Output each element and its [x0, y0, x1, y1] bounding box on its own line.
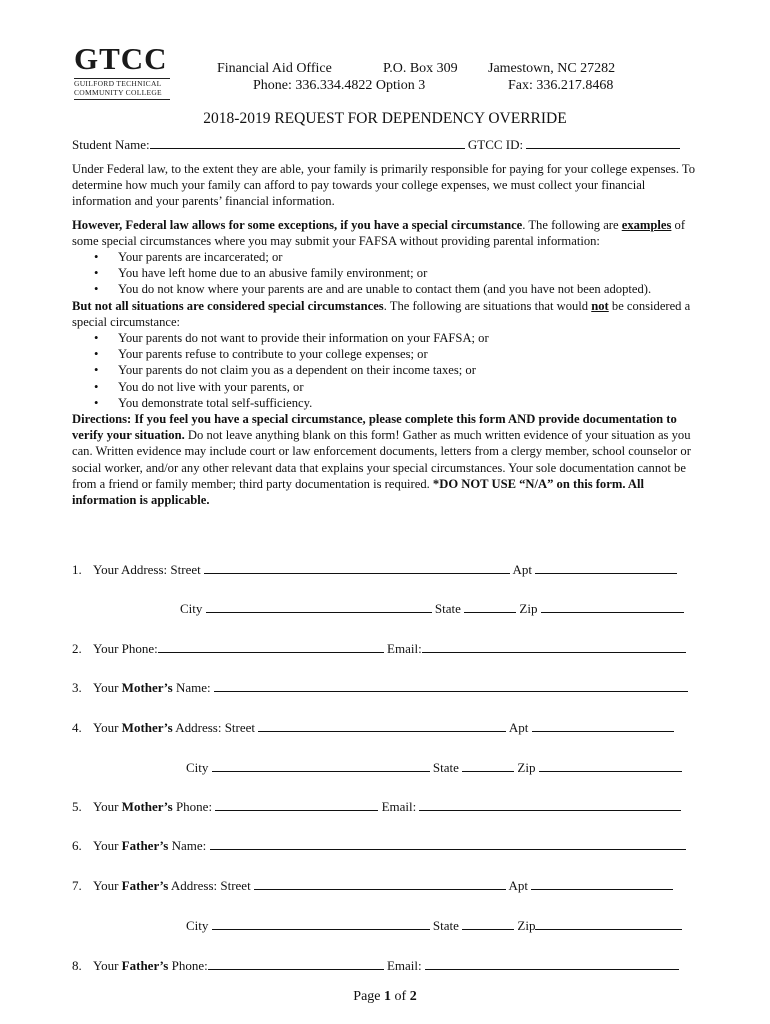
- q4-number: 4.: [72, 720, 82, 735]
- q8-label-b: Father’s: [121, 958, 169, 973]
- your-phone-field[interactable]: [158, 640, 384, 653]
- q8-number: 8.: [72, 958, 82, 973]
- instructions: [72, 161, 696, 508]
- zip-label: Zip: [517, 760, 536, 775]
- student-name-field[interactable]: [150, 136, 465, 149]
- mother-street-field[interactable]: [258, 719, 506, 732]
- email-label: Email:: [381, 799, 417, 814]
- not-word: not: [591, 298, 609, 313]
- apt-label: Apt: [508, 720, 529, 735]
- exceptions-text-2: of some special circumstances where you may submit your FAFSA without providing parental information:: [72, 217, 686, 248]
- list-item-text: You have left home due to an abusive family environment; or: [118, 266, 428, 281]
- list-item: [94, 249, 696, 265]
- bullet: •: [94, 363, 99, 378]
- q2-number: 2.: [72, 641, 82, 656]
- q3-row: [72, 679, 688, 696]
- email-label: Email:: [386, 958, 422, 973]
- logo-rule-bottom: [74, 99, 170, 100]
- zip-label: Zip: [519, 601, 538, 616]
- not-all-text-1: . The following are situations that would: [383, 298, 592, 313]
- q4-label-a: Your: [93, 720, 122, 735]
- header-pobox: P.O. Box 309: [383, 61, 458, 76]
- page-current: 1: [384, 989, 392, 1004]
- not-all-bold: But not all situations are considered special circumstances: [72, 298, 384, 313]
- q2-label: Your Phone:: [93, 641, 158, 656]
- father-zip-field[interactable]: [535, 917, 682, 930]
- list-item: [94, 395, 696, 411]
- list-item-text: You do not live with your parents, or: [118, 379, 304, 394]
- mother-state-field[interactable]: [462, 759, 514, 772]
- list-item: [94, 346, 696, 362]
- bullet: •: [94, 347, 99, 362]
- gtcc-logo: [74, 41, 170, 100]
- logo-line-2: COMMUNITY COLLEGE: [74, 88, 162, 97]
- father-apt-field[interactable]: [531, 877, 673, 890]
- city-label: City: [186, 918, 209, 933]
- city-label: City: [180, 601, 203, 616]
- state-label: State: [432, 760, 459, 775]
- father-phone-field[interactable]: [208, 957, 384, 970]
- q6-label-a: Your: [93, 838, 122, 853]
- list-item-text: Your parents do not claim you as a dependent on their income taxes; or: [118, 363, 476, 378]
- apt-label: Apt: [508, 878, 528, 893]
- q6-row: [72, 837, 686, 854]
- state-label: State: [432, 918, 459, 933]
- q4-label-c: Address: Street: [172, 720, 256, 735]
- not-all-paragraph: [72, 298, 696, 330]
- mother-apt-field[interactable]: [532, 719, 674, 732]
- q1-label: Your Address: Street: [93, 562, 201, 577]
- your-state-field[interactable]: [464, 600, 516, 613]
- q8-label-c: Phone:: [168, 958, 208, 973]
- mother-city-field[interactable]: [212, 759, 430, 772]
- bullet: •: [94, 282, 99, 297]
- mother-email-field[interactable]: [419, 798, 681, 811]
- q6-label-c: Name:: [168, 838, 207, 853]
- your-email-field[interactable]: [422, 640, 686, 653]
- mother-zip-field[interactable]: [539, 759, 682, 772]
- father-email-field[interactable]: [425, 957, 679, 970]
- exceptions-list: [72, 249, 696, 298]
- list-item-text: Your parents refuse to contribute to your college expenses; or: [118, 347, 428, 362]
- q7-label-a: Your: [93, 878, 122, 893]
- q5-label-a: Your: [93, 799, 122, 814]
- list-item: [94, 362, 696, 378]
- q7-label-c: Address: Street: [168, 878, 251, 893]
- list-item: [94, 265, 696, 281]
- zip-label: Zip: [517, 918, 536, 933]
- q7-city-row: [186, 917, 682, 934]
- bullet: •: [94, 379, 99, 394]
- city-label: City: [186, 760, 209, 775]
- student-name-row: [72, 136, 680, 153]
- state-label: State: [434, 601, 461, 616]
- gtcc-id-label: GTCC ID:: [467, 137, 524, 152]
- father-city-field[interactable]: [212, 917, 430, 930]
- list-item-text: Your parents are incarcerated; or: [118, 250, 283, 265]
- not-all-list: [72, 330, 696, 411]
- father-state-field[interactable]: [462, 917, 514, 930]
- email-label: Email:: [387, 641, 422, 656]
- page-of: of: [391, 989, 410, 1004]
- father-name-field[interactable]: [210, 837, 686, 850]
- q6-number: 6.: [72, 838, 82, 853]
- q3-label-c: Name:: [172, 680, 211, 695]
- page-title: 2018-2019 REQUEST FOR DEPENDENCY OVERRIDE: [203, 110, 567, 127]
- q6-label-b: Father’s: [121, 838, 169, 853]
- mother-phone-field[interactable]: [215, 798, 378, 811]
- q5-row: [72, 798, 681, 815]
- q2-row: [72, 640, 686, 657]
- list-item: [94, 281, 696, 297]
- header-city: Jamestown, NC 27282: [488, 61, 616, 76]
- page-label: Page: [353, 989, 385, 1004]
- mother-name-field[interactable]: [214, 679, 688, 692]
- bullet: •: [94, 395, 99, 410]
- header-phone: Phone: 336.334.4822 Option 3: [253, 78, 426, 93]
- header-office: Financial Aid Office: [217, 61, 332, 76]
- not-all-text-2: be considered a special circumstance:: [72, 298, 691, 329]
- q1-row: [72, 561, 677, 578]
- your-street-field[interactable]: [204, 561, 510, 574]
- q5-label-b: Mother’s: [121, 799, 173, 814]
- q4-label-b: Mother’s: [121, 720, 173, 735]
- exceptions-text-1: . The following are: [522, 217, 622, 232]
- directions-paragraph: [72, 411, 696, 508]
- directions-bold: Directions: If you feel you have a special circumstance, please complete this form AND provide documentation to verify your situation.: [72, 412, 677, 443]
- q8-row: [72, 957, 679, 974]
- examples-word: examples: [621, 217, 672, 232]
- gtcc-id-field[interactable]: [526, 136, 680, 149]
- your-apt-field[interactable]: [535, 561, 677, 574]
- logo-line-1: GUILFORD TECHNICAL: [74, 79, 162, 88]
- logo-mark: GTCC: [74, 41, 168, 76]
- q1-number: 1.: [72, 562, 82, 577]
- q4-city-row: [186, 759, 682, 776]
- q8-label-a: Your: [93, 958, 122, 973]
- apt-label: Apt: [512, 562, 533, 577]
- directions-body: Do not leave anything blank on this form! Gather as much written evidence of your situation as you can. Written evidence may include court or law enforcement documents, letters from a clergy member, school counselor or social worker, and/or any other relevant data that explains your special circumstances. Your sole documentation cannot be from a friend or family member; third party documentation is required.: [72, 428, 691, 491]
- q3-label-b: Mother’s: [121, 680, 173, 695]
- q5-number: 5.: [72, 799, 82, 814]
- q3-label-a: Your: [93, 680, 122, 695]
- exceptions-bold: However, Federal law allows for some exceptions, if you have a special circumstance: [72, 217, 523, 232]
- bullet: •: [94, 266, 99, 281]
- q5-label-c: Phone:: [172, 799, 213, 814]
- student-name-label: Student Name:: [72, 137, 150, 152]
- q4-row: [72, 719, 674, 736]
- bullet: •: [94, 250, 99, 265]
- list-item-text: You demonstrate total self-sufficiency.: [118, 395, 313, 410]
- header-fax: Fax: 336.217.8468: [508, 78, 614, 93]
- q7-label-b: Father’s: [121, 878, 169, 893]
- list-item: [94, 379, 696, 395]
- directions-bold-2: *DO NOT USE “N/A” on this form. All information is applicable.: [72, 476, 645, 508]
- intro-paragraph: Under Federal law, to the extent they are able, your family is primarily responsible for paying for your college expenses. To determine how much your family can afford to pay towards your college expenses, we must collect your financial information and your parents’ financial information.: [72, 162, 696, 209]
- bullet: •: [94, 331, 99, 346]
- exceptions-paragraph: [72, 217, 696, 249]
- your-zip-field[interactable]: [541, 600, 684, 613]
- father-street-field[interactable]: [254, 877, 506, 890]
- q7-row: [72, 877, 673, 894]
- page-total: 2: [409, 989, 417, 1004]
- list-item: [94, 330, 696, 346]
- list-item-text: Your parents do not want to provide their information on your FAFSA; or: [118, 331, 489, 346]
- your-city-field[interactable]: [206, 600, 432, 613]
- q3-number: 3.: [72, 680, 82, 695]
- list-item-text: You do not know where your parents are and are unable to contact them (and you have not been adopted).: [118, 282, 652, 297]
- q7-number: 7.: [72, 878, 82, 893]
- page-number: [0, 989, 770, 1005]
- q1-city-row: [180, 600, 684, 617]
